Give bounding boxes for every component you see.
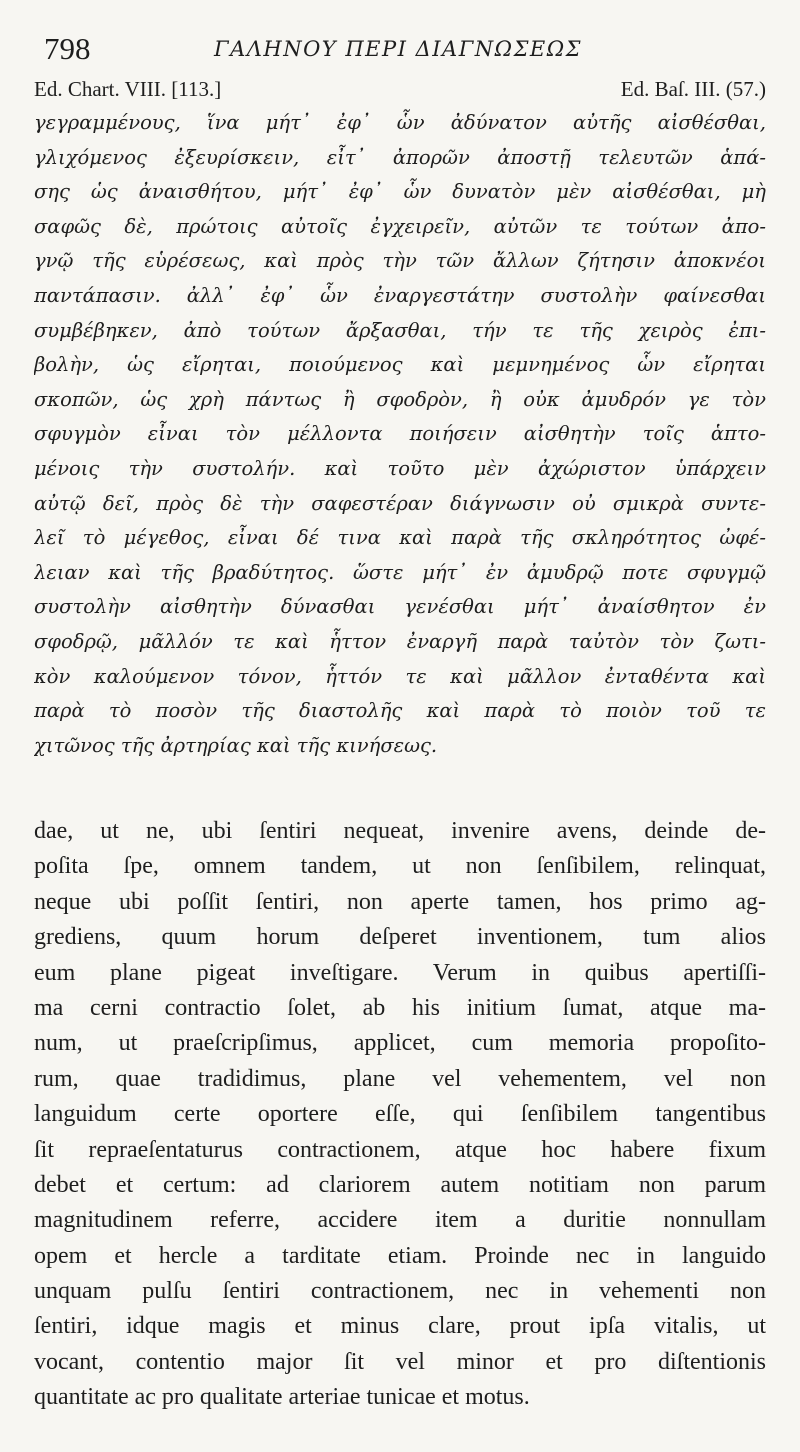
greek-line: σαφῶς δὲ, πρώτοις αὐτοῖς ἐγχειρεῖν, αὐτῶν τε τούτων ἀπο- [34,214,766,238]
greek-line: μένοις τὴν συστολήν. καὶ τοῦτο μὲν ἀχώριστον ὑπάρχειν [34,456,766,480]
greek-text-block [34,106,766,763]
greek-line: γλιχόμενος ἐξευρίσκειν, εἶτ᾽ ἀπορῶν ἀποστῇ τελευτῶν ἁπά- [34,145,766,169]
page-number: 798 [44,31,91,66]
greek-line: αὐτῷ δεῖ, πρὸς δὲ τὴν σαφεστέραν διάγνωσιν οὐ σμικρὰ συντε- [34,491,766,515]
greek-line: σης ὡς ἀναισθήτου, μήτ᾽ ἐφ᾽ ὧν δυνατὸν μὲν αἰσθέσθαι, μὴ [34,180,766,204]
greek-line: παρὰ τὸ ποσὸν τῆς διαστολῆς καὶ παρὰ τὸ ποιὸν τοῦ τε [34,699,766,723]
latin-line: ſit repraeſentaturus contractionem, atque hoc habere fixum [34,1136,766,1163]
latin-line: dae, ut ne, ubi ſentiri nequeat, invenire avens, deinde de- [34,818,766,844]
greek-line: σφυγμὸν εἶναι τὸν μέλλοντα ποιήσειν αἰσθητὴν τοῖς ἁπτο- [34,422,766,446]
greek-line: γνῷ τῆς εὑρέσεως, καὶ πρὸς τὴν τῶν ἄλλων ζήτησιν ἀποκνέοι [34,249,766,273]
greek-line: γεγραμμένους, ἵνα μήτ᾽ ἐφ᾽ ὧν ἀδύνατον αὐτῆς αἰσθέσθαι, [34,111,766,134]
greek-line: λεῖ τὸ μέγεθος, εἶναι δέ τινα καὶ παρὰ τῆς σκληρότητος ὠφέ- [34,526,766,550]
latin-line: ma cerni contractio ſolet, ab his initium ſumat, atque ma- [34,994,766,1021]
greek-line: χιτῶνος τῆς ἀρτηρίας καὶ τῆς κινήσεως. [34,733,438,757]
latin-line: eum plane pigeat inveſtigare. Verum in quibus apertiſſi- [34,959,766,986]
greek-line: παντάπασιν. ἀλλ᾽ ἐφ᾽ ὧν ἐναργεστάτην συστολὴν φαίνεσθαι [34,283,766,307]
greek-line: βολὴν, ὡς εἴρηται, ποιούμενος καὶ μεμνημένος ὧν εἴρηται [34,353,766,377]
running-head [34,30,766,68]
latin-line: quantitate ac pro qualitate arteriae tunicae et motus. [34,1384,530,1411]
latin-line: num, ut praeſcripſimus, applicet, cum memoria propoſito- [34,1030,766,1057]
greek-line: λειαν καὶ τῆς βραδύτητος. ὥστε μήτ᾽ ἐν ἀμυδρῷ ποτε σφυγμῷ [34,560,766,584]
edition-basel: Ed. Baſ. III. (57.) [620,77,766,101]
greek-line: συστολὴν αἰσθητὴν δύνασθαι γενέσθαι μήτ᾽ ἀναίσθητον ἐν [34,595,766,619]
greek-line: σφοδρῷ, μᾶλλόν τε καὶ ἧττον ἐναργῆ παρὰ ταὐτὸν τὸν ζωτι- [34,629,766,653]
latin-text-block [34,814,766,1416]
latin-line: debet et certum: ad clariorem autem notitiam non parum [34,1171,766,1198]
latin-line: languidum certe oportere eſſe, qui ſenſibilem tangentibus [34,1101,766,1128]
latin-line: magnitudinem referre, accidere item a duritie nonnullam [34,1207,766,1234]
latin-line: ſentiri, idque magis et minus clare, prout ipſa vitalis, ut [34,1313,766,1340]
latin-line: grediens, quum horum deſperet inventionem, tum alios [34,924,766,951]
greek-line: σκοπῶν, ὡς χρὴ πάντως ἢ σφοδρὸν, ἢ οὐκ ἀμυδρόν γε τὸν [34,387,766,411]
latin-line: unquam pulſu ſentiri contractionem, nec in vehementi non [34,1278,766,1305]
latin-line: neque ubi poſſit ſentiri, non aperte tamen, hos primo ag- [34,888,766,915]
latin-line: opem et hercle a tarditate etiam. Proinde nec in languido [34,1242,766,1269]
latin-line: rum, quae tradidimus, plane vel vehementem, vel non [34,1065,766,1092]
greek-line: κὸν καλούμενον τόνον, ἧττόν τε καὶ μᾶλλον ἐνταθέντα καὶ [34,664,766,688]
running-title: ΓΑΛΗΝΟΥ ΠΕΡΙ ΔΙΑΓΝΩΣΕΩΣ [214,37,583,61]
latin-line: vocant, contentio major ſit vel minor et pro diſtentionis [34,1348,766,1375]
greek-line: συμβέβηκεν, ἀπὸ τούτων ἄρξασθαι, τήν τε τῆς χειρὸς ἐπι- [34,318,766,342]
edition-references [34,76,766,102]
latin-line: poſita ſpe, omnem tandem, ut non ſenſibilem, relinquat, [34,853,766,880]
edition-chartier: Ed. Chart. VIII. [113.] [34,77,222,101]
